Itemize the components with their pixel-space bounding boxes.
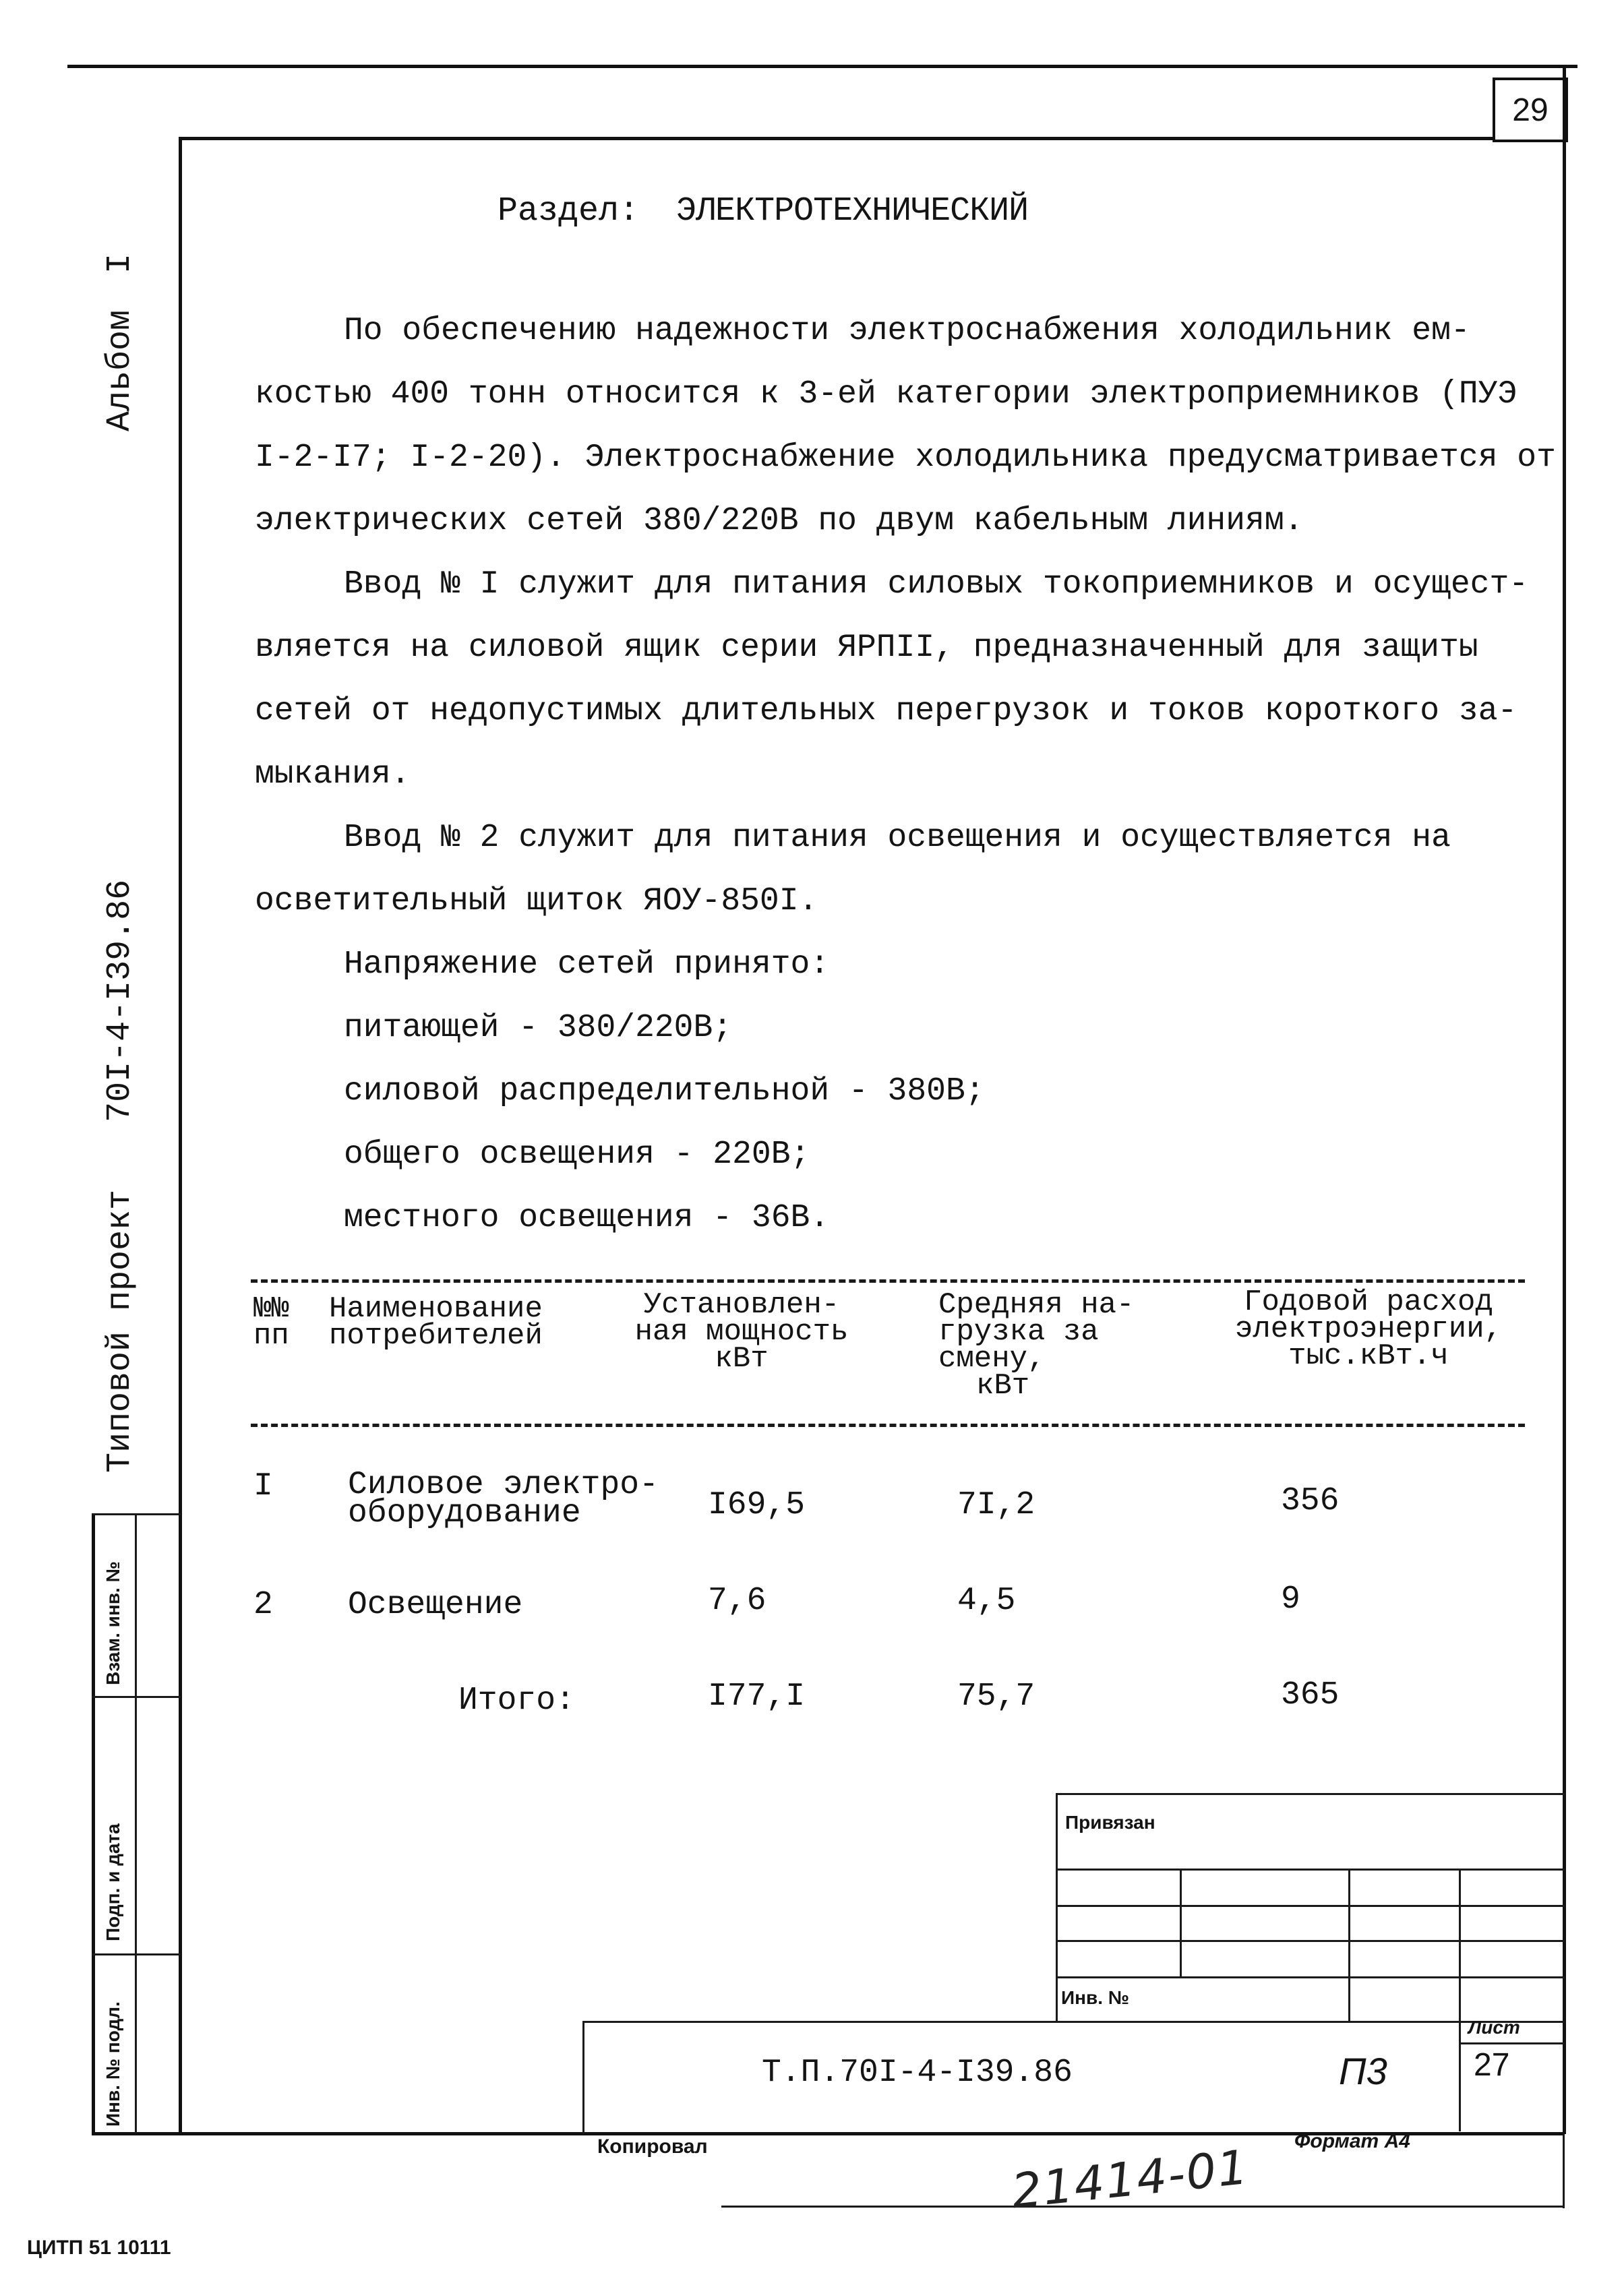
header-load-line: Средняя на- xyxy=(938,1288,1135,1322)
body-line: сетей от недопустимых длительных перегрузок и токов короткого за- xyxy=(255,693,1517,729)
table-row-2-power: 7,6 xyxy=(708,1583,766,1619)
margin-stamp-sign-date: Подп. и дата xyxy=(102,1823,123,1941)
table-header-rule xyxy=(251,1424,1525,1427)
body-line: вляется на силовой ящик серии ЯРПII, предназначенный для защиты xyxy=(255,630,1478,666)
header-name-line: Наименование xyxy=(329,1292,543,1326)
stamp-grid-row-4 xyxy=(1056,1976,1565,1978)
header-num-line: №№ xyxy=(253,1292,289,1326)
stamp-grid-col-1 xyxy=(1180,1869,1182,1976)
table-row-1-power: I69,5 xyxy=(708,1487,806,1523)
stamp-left-line xyxy=(1056,1793,1058,2022)
body-line: питающей - 380/220В; xyxy=(344,1010,733,1046)
table-row-1-name-line: оборудование xyxy=(348,1495,581,1531)
document-code: Т.П.70I-4-I39.86 xyxy=(762,2055,1073,2091)
sheet-label: Лист xyxy=(1468,2017,1520,2038)
right-frame-line xyxy=(1563,65,1566,2134)
table-row-2-name: Освещение xyxy=(348,1587,523,1623)
sheet-number: 27 xyxy=(1474,2047,1510,2083)
header-power xyxy=(613,1288,870,1376)
section-heading xyxy=(498,192,1028,231)
body-line: мыкания. xyxy=(255,756,411,793)
body-text xyxy=(255,299,1556,1250)
title-block-left-line xyxy=(582,2021,584,2134)
table-total-label: Итого: xyxy=(458,1682,575,1719)
handwritten-number: 21414-01 xyxy=(1009,2139,1252,2220)
top-rule xyxy=(67,65,1577,68)
page-number: 29 xyxy=(1493,78,1568,142)
header-name xyxy=(329,1292,543,1353)
table-row-1-energy: 356 xyxy=(1281,1483,1340,1519)
page-bottom-right-line xyxy=(1563,2134,1565,2208)
stamp-grid-row-1 xyxy=(1056,1869,1565,1871)
table-row-1-num: I xyxy=(253,1468,273,1505)
margin-stamp-orig-inv: Инв. № подл. xyxy=(102,2001,123,2127)
stamp-grid-col-3 xyxy=(1459,1869,1461,2131)
table-total-load: 75,7 xyxy=(957,1678,1035,1715)
stamp-top-line xyxy=(1056,1793,1565,1795)
inner-top-frame-line xyxy=(179,137,1493,140)
header-load-line: смену, xyxy=(938,1342,1046,1376)
table-total-power: I77,I xyxy=(708,1678,806,1715)
margin-stamp-left-line xyxy=(92,1513,95,2133)
table-row-1-name-line: Силовое электро- xyxy=(348,1467,659,1503)
table-row-1-name xyxy=(348,1467,659,1531)
sheet-code: П3 xyxy=(1339,2050,1387,2092)
header-num-line: пп xyxy=(253,1319,289,1353)
stamp-inv-no: Инв. № xyxy=(1061,1987,1130,2008)
stamp-grid-col-2 xyxy=(1348,1869,1350,2022)
margin-stamp-sep-2 xyxy=(92,1696,181,1698)
header-load-line: грузка за xyxy=(938,1315,1099,1349)
body-line: электрических сетей 380/220В по двум кабельным линиям. xyxy=(255,503,1304,539)
title-block-top-line xyxy=(582,2021,1565,2023)
inner-left-frame-line xyxy=(179,138,182,2133)
header-power-line: Установлен- xyxy=(643,1288,840,1322)
stamp-grid-row-3 xyxy=(1056,1940,1565,1942)
body-line: костью 400 тонн относится к 3-ей категории электроприемников (ПУЭ xyxy=(255,376,1517,413)
table-row-1-load: 7I,2 xyxy=(957,1487,1035,1523)
page-bottom-line xyxy=(721,2206,1564,2208)
margin-stamp-sep-1 xyxy=(92,1513,181,1515)
album-label xyxy=(101,253,140,431)
margin-stamp-sep-3 xyxy=(92,1953,181,1955)
body-line: Ввод № 2 служит для питания освещения и осуществляется на xyxy=(344,820,1451,856)
sheet-label-line xyxy=(1459,2042,1565,2044)
header-energy-line: электроэнергии, xyxy=(1234,1312,1503,1346)
body-line: общего освещения - 220В; xyxy=(344,1136,810,1173)
copied-by-label: Копировал xyxy=(597,2135,708,2158)
margin-stamp-replace-inv: Взам. инв. № xyxy=(102,1561,123,1685)
table-row-2-load: 4,5 xyxy=(957,1583,1016,1619)
project-label-text: Типовой проект xyxy=(101,1189,140,1473)
body-line: местного освещения - 36В. xyxy=(344,1200,830,1236)
header-load xyxy=(938,1288,1135,1403)
header-power-line: ная мощность xyxy=(634,1315,849,1349)
body-line: Ввод № I служит для питания силовых токоприемников и осущест- xyxy=(344,566,1529,603)
table-total-energy: 365 xyxy=(1281,1677,1340,1713)
table-top-rule xyxy=(251,1279,1525,1283)
body-line: Напряжение сетей принято: xyxy=(344,946,830,983)
album-label-text: Альбом xyxy=(101,309,140,431)
header-energy xyxy=(1220,1285,1517,1373)
margin-stamp-divider xyxy=(135,1513,137,2133)
project-code: 70I-4-I39.86 xyxy=(101,879,140,1122)
table-row-2-num: 2 xyxy=(253,1587,273,1623)
header-energy-line: Годовой расход xyxy=(1244,1285,1493,1319)
header-num xyxy=(253,1292,289,1353)
stamp-attached: Привязан xyxy=(1065,1812,1155,1833)
body-line: I-2-I7; I-2-20). Электроснабжение холодильника предусматривается от xyxy=(255,439,1556,476)
body-line: силовой распределительной - 380В; xyxy=(344,1073,985,1110)
print-code: ЦИТП 51 10111 xyxy=(27,2237,171,2259)
header-name-line: потребителей xyxy=(329,1319,543,1353)
project-label xyxy=(101,880,140,1473)
section-name: ЭЛЕКТРОТЕХНИЧЕСКИЙ xyxy=(676,192,1029,231)
header-load-line: кВт xyxy=(976,1369,1030,1403)
body-line: По обеспечению надежности электроснабжения холодильник ем- xyxy=(344,313,1470,349)
header-power-line: кВт xyxy=(715,1342,769,1376)
stamp-grid-row-2 xyxy=(1056,1905,1565,1907)
album-number: I xyxy=(101,253,140,274)
section-label: Раздел: xyxy=(498,192,640,231)
table-row-2-energy: 9 xyxy=(1281,1581,1300,1618)
format-label: Формат А4 xyxy=(1294,2130,1410,2152)
body-line: осветительный щиток ЯОУ-850I. xyxy=(255,883,818,919)
header-energy-line: тыс.кВт.ч xyxy=(1288,1339,1449,1373)
